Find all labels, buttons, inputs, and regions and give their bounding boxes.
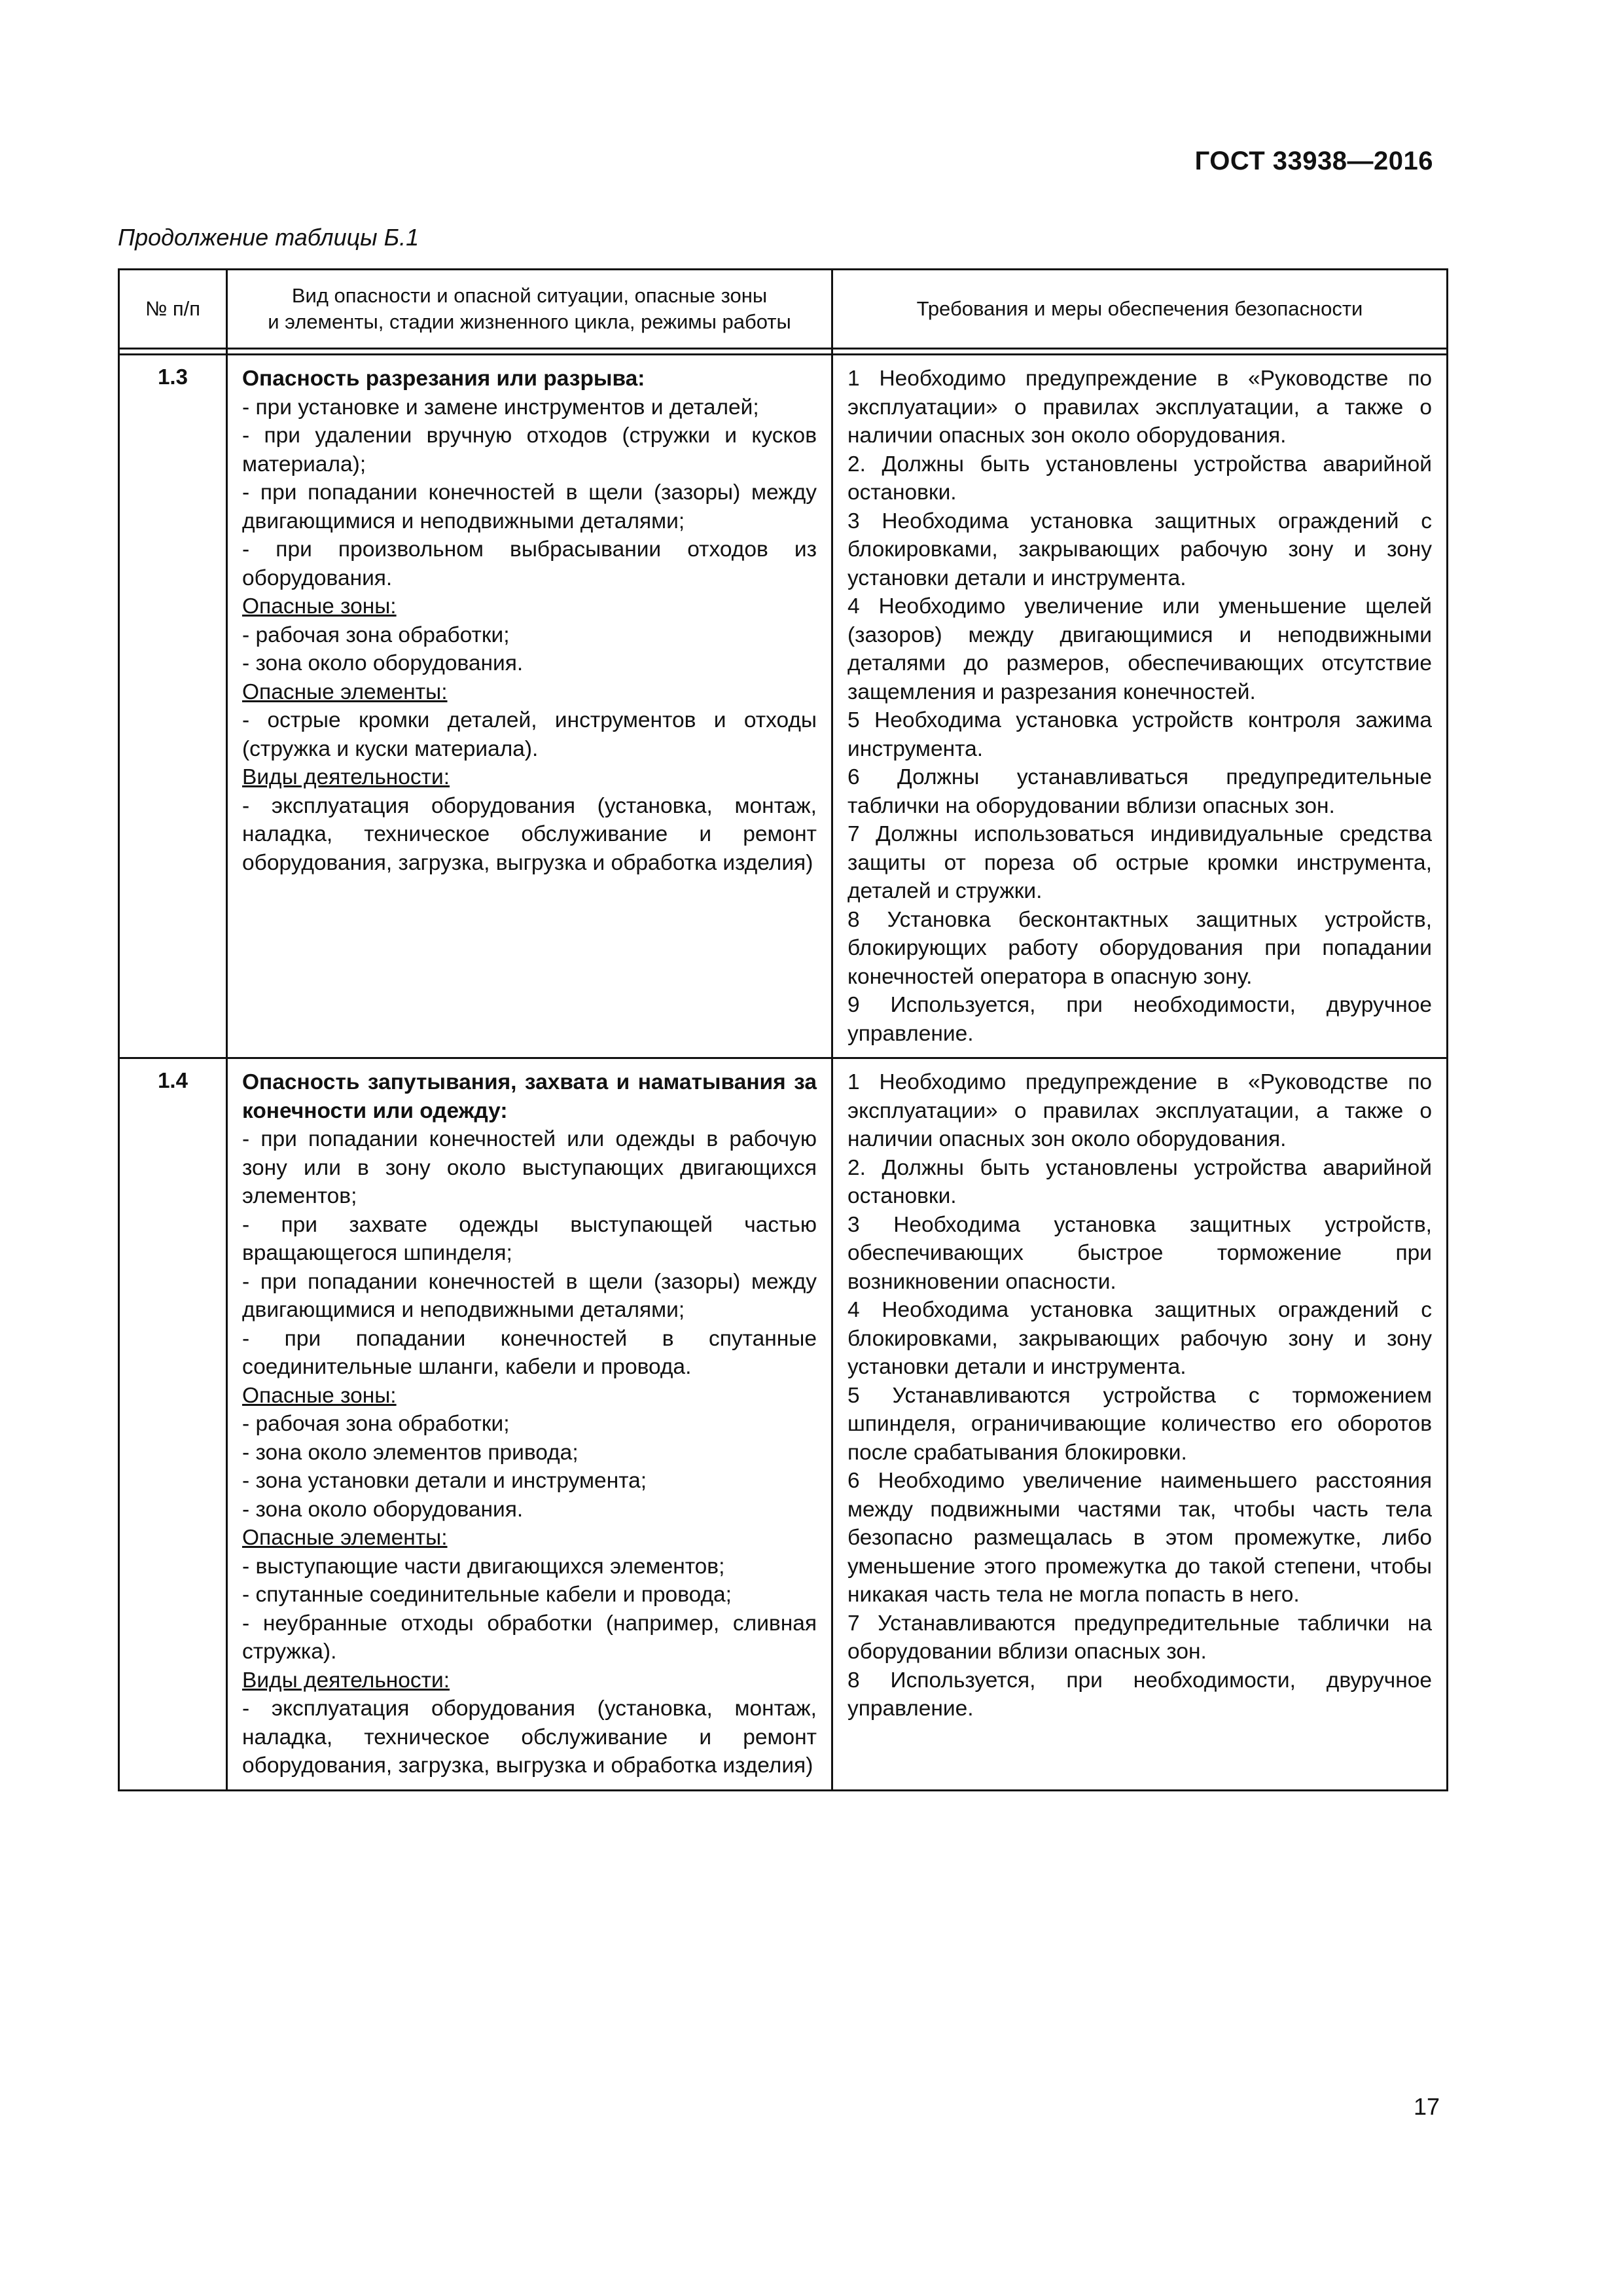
requirement-item: 2. Должны быть установлены устройства аварийной остановки.	[847, 452, 1432, 505]
requirement-item: 1 Необходимо предупреждение в «Руководстве по эксплуатации» о правилах эксплуатации, а также о наличии опасных зон около оборудования.	[847, 1070, 1432, 1151]
requirement-item: 8 Установка бесконтактных защитных устройств, блокирующих работу оборудования при попадании конечностей оператора в опасную зону.	[847, 907, 1432, 989]
requirement-item: 7 Устанавливаются предупредительные таблички на оборудовании вблизи опасных зон.	[847, 1611, 1432, 1664]
requirement-item: 4 Необходимо увеличение или уменьшение щелей (зазоров) между двигающимися и неподвижными деталями до размеров, обеспечивающих отсутствие защемления и разрезания конечностей.	[847, 594, 1432, 704]
requirement-item: 3 Необходима установка защитных ограждений с блокировками, закрывающих рабочую зону и зону установки детали и инструмента.	[847, 509, 1432, 590]
hazard-cell	[227, 355, 832, 1058]
row-number: 1.3	[119, 355, 227, 1058]
requirement-item: 3 Необходима установка защитных устройств, обеспечивающих быстрое торможение при возникновении опасности.	[847, 1212, 1432, 1294]
requirement-item: 1 Необходимо предупреждение в «Руководстве по эксплуатации» о правилах эксплуатации, а также о наличии опасных зон около оборудования.	[847, 367, 1432, 448]
header-requirements: Требования и меры обеспечения безопасности	[832, 270, 1448, 349]
safety-table	[118, 268, 1448, 1791]
requirement-item: 8 Используется, при необходимости, двуручное управление.	[847, 1668, 1432, 1721]
header-hazard-line2: и элементы, стадии жизненного цикла, режимы работы	[268, 310, 791, 333]
table-header-row	[119, 270, 1448, 349]
requirements-cell	[832, 355, 1448, 1058]
header-num: № п/п	[119, 270, 227, 349]
requirement-item: 4 Необходима установка защитных ограждений с блокировками, закрывающих рабочую зону и зону установки детали и инструмента.	[847, 1298, 1432, 1379]
header-hazard-line1: Вид опасности и опасной ситуации, опасные зоны	[291, 284, 768, 307]
hazard-cell	[227, 1058, 832, 1791]
requirements-cell	[832, 1058, 1448, 1791]
hazard-title: Опасность запутывания, захвата и наматывания за конечности или одежду:	[242, 1070, 817, 1123]
elements-label: Опасные элементы:	[242, 679, 448, 704]
table-row	[119, 355, 1448, 1058]
activities-label: Виды деятельности:	[242, 765, 450, 789]
table-row	[119, 1058, 1448, 1791]
hazard-elements: - острые кромки деталей, инструментов и отходы (стружка и куски материала).	[242, 708, 817, 761]
header-separator	[119, 349, 1448, 355]
document-id: ГОСТ 33938—2016	[1194, 147, 1433, 175]
requirement-item: 5 Необходима установка устройств контроля зажима инструмента.	[847, 708, 1432, 761]
page-number: 17	[1413, 2093, 1440, 2120]
hazard-title: Опасность разрезания или разрыва:	[242, 367, 645, 391]
requirement-item: 5 Устанавливаются устройства с торможением шпинделя, ограничивающие количество его оборотов после срабатывания блокировки.	[847, 1383, 1432, 1465]
requirement-item: 6 Необходимо увеличение наименьшего расстояния между подвижными частями так, чтобы часть тела безопасно размещалась в этом промежутке, либо уменьшение этого промежутка до такой степени, чтобы никакая часть тела не могла попасть в него.	[847, 1469, 1432, 1607]
hazard-activities: - эксплуатация оборудования (установка, монтаж, наладка, техническое обслуживание и ремонт оборудования, загрузка, выгрузка и обработка изделия)	[242, 793, 817, 875]
header-hazard	[227, 270, 832, 349]
hazard-elements: - выступающие части двигающихся элементов; - спутанные соединительные кабели и провода; - неубранные отходы обработки (например, сливная стружка).	[242, 1554, 817, 1664]
requirement-item: 7 Должны использоваться индивидуальные средства защиты от пореза об острые кромки инструмента, деталей и стружки.	[847, 822, 1432, 903]
requirement-item: 2. Должны быть установлены устройства аварийной остановки.	[847, 1155, 1432, 1208]
hazard-situations: - при установке и замене инструментов и деталей; - при удалении вручную отходов (стружки и кусков материала); - при попадании конечностей в щели (зазоры) между двигающимися и неподвижными деталями; - при произвольном выбрасывании отходов из оборудования.	[242, 395, 817, 590]
elements-label: Опасные элементы:	[242, 1526, 448, 1550]
row-number: 1.4	[119, 1058, 227, 1791]
activities-label: Виды деятельности:	[242, 1668, 450, 1693]
hazard-zones: - рабочая зона обработки; - зона около элементов привода; - зона установки детали и инструмента; - зона около оборудования.	[242, 1412, 647, 1522]
requirement-item: 9 Используется, при необходимости, двуручное управление.	[847, 993, 1432, 1046]
table-caption: Продолжение таблицы Б.1	[118, 224, 419, 251]
zones-label: Опасные зоны:	[242, 1383, 397, 1408]
hazard-situations: - при попадании конечностей или одежды в рабочую зону или в зону около выступающих двигающихся элементов; - при захвате одежды выступающей частью вращающегося шпинделя; - при попадании конечностей в щели (зазоры) между двигающимися и неподвижными деталями; - при попадании конечностей в спутанные соединительные шланги, кабели и провода.	[242, 1127, 817, 1379]
zones-label: Опасные зоны:	[242, 594, 397, 619]
requirement-item: 6 Должны устанавливаться предупредительные таблички на оборудовании вблизи опасных зон.	[847, 765, 1432, 818]
hazard-activities: - эксплуатация оборудования (установка, монтаж, наладка, техническое обслуживание и ремонт оборудования, загрузка, выгрузка и обработка изделия)	[242, 1696, 817, 1778]
hazard-zones: - рабочая зона обработки; - зона около оборудования.	[242, 622, 524, 675]
